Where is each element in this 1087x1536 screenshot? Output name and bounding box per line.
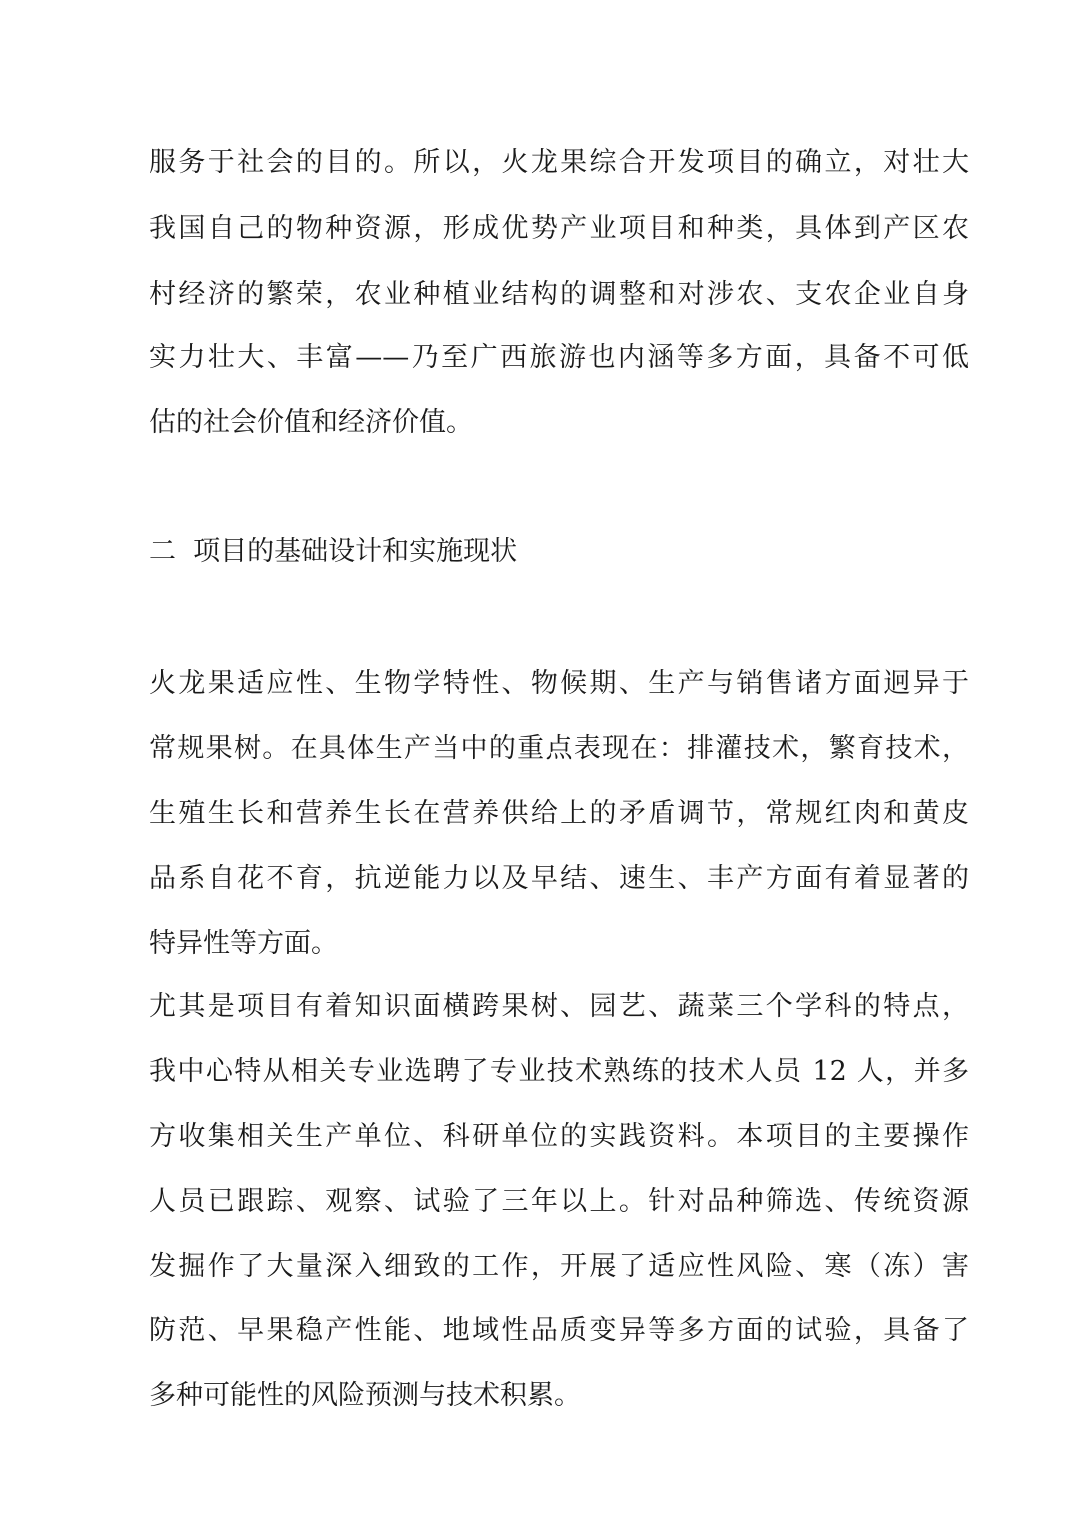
paragraph-2-line-5: 特异性等方面。 [149,928,338,959]
paragraph-3-line-1: 尤其是项目有着知识面横跨果树、园艺、蔬菜三个学科的特点， [149,991,969,1022]
paragraph-3-line-2: 我中心特从相关专业选聘了专业技术熟练的技术人员 12 人，并多 [149,1056,969,1087]
paragraph-1-line-1: 服务于社会的目的。所以，火龙果综合开发项目的确立，对壮大 [149,147,969,178]
section-heading: 二 项目的基础设计和实施现状 [149,536,518,567]
paragraph-1-line-5: 估的社会价值和经济价值。 [149,407,473,438]
paragraph-1-line-2: 我国自己的物种资源，形成优势产业项目和种类，具体到产区农 [149,213,969,244]
paragraph-1-line-3: 村经济的繁荣，农业种植业结构的调整和对涉农、支农企业自身 [149,279,969,310]
paragraph-3-line-7: 多种可能性的风险预测与技术积累。 [149,1380,581,1411]
paragraph-3-line-6: 防范、早果稳产性能、地域性品质变异等多方面的试验，具备了 [149,1315,969,1346]
paragraph-3-line-3: 方收集相关生产单位、科研单位的实践资料。本项目的主要操作 [149,1121,969,1152]
paragraph-2-line-4: 品系自花不育，抗逆能力以及早结、速生、丰产方面有着显著的 [149,863,969,894]
paragraph-2-line-1: 火龙果适应性、生物学特性、物候期、生产与销售诸方面迥异于 [149,668,969,699]
paragraph-2-line-2: 常规果树。在具体生产当中的重点表现在：排灌技术，繁育技术， [149,733,969,764]
paragraph-3-line-4: 人员已跟踪、观察、试验了三年以上。针对品种筛选、传统资源 [149,1186,969,1217]
paragraph-3-line-5: 发掘作了大量深入细致的工作，开展了适应性风险、寒（冻）害 [149,1251,969,1282]
paragraph-1-line-4: 实力壮大、丰富——乃至广西旅游也内涵等多方面，具备不可低 [149,342,969,373]
paragraph-2-line-3: 生殖生长和营养生长在营养供给上的矛盾调节，常规红肉和黄皮 [149,798,969,829]
